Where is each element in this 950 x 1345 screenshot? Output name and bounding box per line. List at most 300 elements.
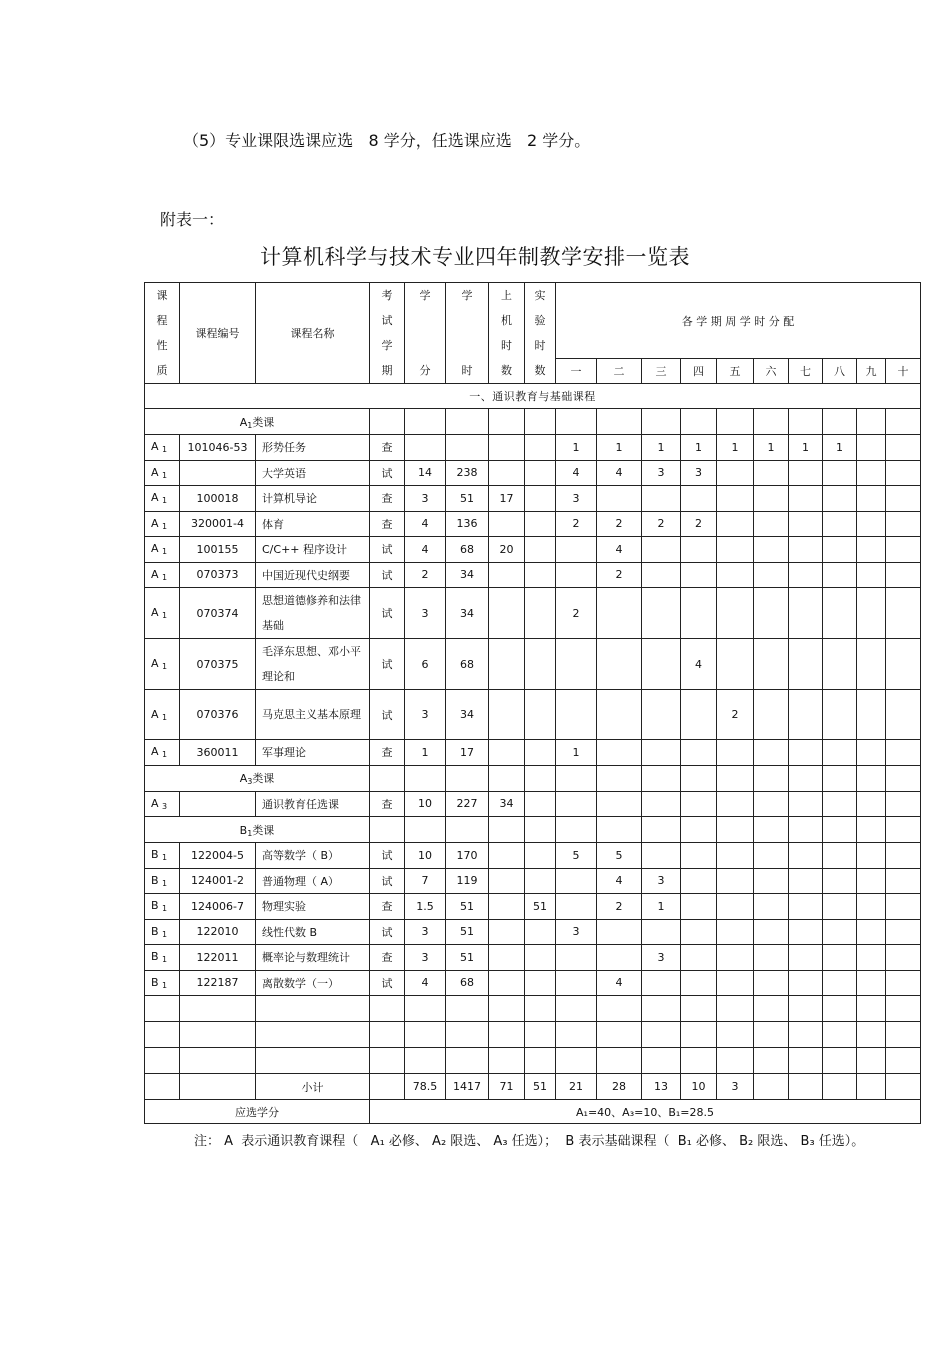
- nature-subscript: 1: [162, 470, 168, 480]
- course-nature: [145, 588, 180, 639]
- credit: 4: [405, 511, 446, 537]
- term-header: 十: [886, 359, 921, 384]
- exam-type: 试: [370, 843, 405, 869]
- group-label: [145, 817, 370, 843]
- empty-cell: [857, 1048, 886, 1074]
- hours: 68: [446, 970, 489, 996]
- machine-hours: [489, 894, 525, 920]
- term-header: 九: [857, 359, 886, 384]
- hours: 68: [446, 537, 489, 563]
- term-hours: [823, 690, 857, 740]
- empty-cell: [446, 409, 489, 435]
- empty-cell: [597, 765, 642, 791]
- lab-hours: [525, 868, 556, 894]
- term-hours: [823, 970, 857, 996]
- empty-cell: [405, 1048, 446, 1074]
- empty-cell: [489, 765, 525, 791]
- term-hours: [789, 562, 823, 588]
- term-hours: [754, 562, 789, 588]
- nature-letter: A: [151, 491, 159, 505]
- table-title: 计算机科学与技术专业四年制教学安排一览表: [260, 245, 690, 269]
- credit: 4: [405, 537, 446, 563]
- empty-cell: [370, 765, 405, 791]
- course-row: [145, 945, 921, 971]
- header-code: 课程编号: [180, 283, 256, 384]
- term-hours: [823, 919, 857, 945]
- term-hours: [886, 588, 921, 639]
- empty-cell: [789, 817, 823, 843]
- term-hours: 5: [556, 843, 597, 869]
- machine-hours: [489, 970, 525, 996]
- hours: 68: [446, 639, 489, 690]
- empty-cell: [717, 817, 754, 843]
- hours: 34: [446, 690, 489, 740]
- course-code: 070375: [180, 639, 256, 690]
- course-nature: [145, 740, 180, 766]
- exam-type: 查: [370, 486, 405, 512]
- course-code: 101046-53: [180, 435, 256, 461]
- term-hours: [886, 868, 921, 894]
- hours: 119: [446, 868, 489, 894]
- empty-cell: [446, 1048, 489, 1074]
- nature-letter: A: [151, 516, 159, 530]
- nature-subscript: 1: [162, 955, 168, 965]
- term-header: 四: [681, 359, 717, 384]
- nature-letter: B: [151, 873, 159, 887]
- term-hours: [556, 945, 597, 971]
- term-hours: [886, 460, 921, 486]
- empty-cell: [525, 817, 556, 843]
- nature-subscript: 1: [162, 712, 168, 722]
- course-row: [145, 639, 921, 690]
- header-term-distribution: 各 学 期 周 学 时 分 配: [556, 283, 921, 359]
- term-hours: [754, 868, 789, 894]
- term-hours: [597, 588, 642, 639]
- header-lab: [525, 283, 556, 384]
- empty-cell: [823, 409, 857, 435]
- nature-letter: A: [151, 542, 159, 556]
- machine-hours: 34: [489, 791, 525, 817]
- empty-cell: [717, 996, 754, 1022]
- term-hours: [789, 460, 823, 486]
- term-hours: [857, 970, 886, 996]
- term-hours: [754, 843, 789, 869]
- header-char: 数: [534, 364, 546, 377]
- term-hours: 2: [597, 894, 642, 920]
- machine-hours: [489, 435, 525, 461]
- term-hours: 4: [597, 868, 642, 894]
- machine-hours: [489, 562, 525, 588]
- header-char: 时: [501, 339, 512, 352]
- nature-subscript: 1: [162, 929, 168, 939]
- term-hours: [789, 486, 823, 512]
- course-name: 概率论与数理统计: [256, 945, 370, 971]
- course-code: 070374: [180, 588, 256, 639]
- term-hours: [857, 919, 886, 945]
- subtotal-term: 21: [556, 1074, 597, 1100]
- course-name: C/C++ 程序设计: [256, 537, 370, 563]
- nature-letter: B: [151, 924, 159, 938]
- term-hours: 3: [642, 868, 681, 894]
- nature-letter: A: [151, 657, 159, 670]
- term-hours: [597, 740, 642, 766]
- term-hours: [717, 562, 754, 588]
- empty-cell: [556, 409, 597, 435]
- term-hours: 3: [642, 945, 681, 971]
- term-hours: [717, 537, 754, 563]
- empty-cell: [597, 996, 642, 1022]
- term-hours: [597, 791, 642, 817]
- header-char: 课: [156, 289, 168, 302]
- course-nature: [145, 690, 180, 740]
- empty-cell: [405, 765, 446, 791]
- term-hours: [886, 945, 921, 971]
- empty-cell: [642, 1022, 681, 1048]
- term-hours: [754, 537, 789, 563]
- term-hours: [642, 639, 681, 690]
- empty-cell: [789, 1048, 823, 1074]
- subtotal-machine: 71: [489, 1074, 525, 1100]
- subtotal-term: 3: [717, 1074, 754, 1100]
- empty-cell: [405, 817, 446, 843]
- machine-hours: [489, 843, 525, 869]
- term-hours: [823, 588, 857, 639]
- empty-cell: [886, 409, 921, 435]
- term-hours: 1: [754, 435, 789, 461]
- group-letter: B: [239, 823, 248, 837]
- term-hours: [789, 868, 823, 894]
- nature-subscript: 1: [162, 904, 168, 914]
- term-hours: 1: [597, 435, 642, 461]
- nature-letter: A: [151, 465, 159, 479]
- exam-type: 试: [370, 690, 405, 740]
- course-name: 体育: [256, 511, 370, 537]
- nature-letter: A: [151, 707, 159, 721]
- nature-subscript: 1: [162, 572, 168, 582]
- term-hours: [717, 843, 754, 869]
- blank-row: [145, 1022, 921, 1048]
- exam-type: 试: [370, 537, 405, 563]
- term-hours: 5: [597, 843, 642, 869]
- course-nature: [145, 460, 180, 486]
- nature-letter: A: [151, 606, 159, 619]
- nature-letter: A: [151, 796, 159, 810]
- nature-letter: A: [151, 745, 159, 759]
- course-code: 124006-7: [180, 894, 256, 920]
- term-hours: [681, 894, 717, 920]
- term-hours: [754, 639, 789, 690]
- term-hours: [681, 690, 717, 740]
- exam-type: 试: [370, 562, 405, 588]
- term-hours: [681, 562, 717, 588]
- empty-cell: [446, 765, 489, 791]
- course-code: 320001-4: [180, 511, 256, 537]
- term-hours: [886, 486, 921, 512]
- empty-cell: [256, 996, 370, 1022]
- machine-hours: [489, 919, 525, 945]
- lab-hours: [525, 791, 556, 817]
- term-header: 五: [717, 359, 754, 384]
- subtotal-term: [754, 1074, 789, 1100]
- empty-cell: [754, 1022, 789, 1048]
- credit: 3: [405, 486, 446, 512]
- term-hours: [642, 791, 681, 817]
- term-hours: [823, 791, 857, 817]
- term-hours: [857, 894, 886, 920]
- course-name: 高等数学（ B）: [256, 843, 370, 869]
- lab-hours: [525, 639, 556, 690]
- term-hours: [681, 868, 717, 894]
- term-hours: [789, 970, 823, 996]
- empty-cell: [180, 1022, 256, 1048]
- exam-type: 试: [370, 868, 405, 894]
- empty-cell: [886, 765, 921, 791]
- course-row: [145, 435, 921, 461]
- term-hours: [717, 970, 754, 996]
- term-hours: [857, 690, 886, 740]
- empty-cell: [489, 409, 525, 435]
- term-hours: [754, 740, 789, 766]
- course-nature: [145, 562, 180, 588]
- term-hours: [717, 740, 754, 766]
- term-hours: 1: [556, 435, 597, 461]
- exam-type: 试: [370, 460, 405, 486]
- nature-subscript: 1: [162, 980, 168, 990]
- term-hours: [886, 843, 921, 869]
- lab-hours: [525, 486, 556, 512]
- term-hours: [681, 486, 717, 512]
- empty-cell: [525, 1022, 556, 1048]
- term-hours: [717, 460, 754, 486]
- hours: 51: [446, 945, 489, 971]
- term-hours: [823, 460, 857, 486]
- exam-type: 查: [370, 945, 405, 971]
- credit: 1: [405, 740, 446, 766]
- course-name: 毛泽东思想、邓小平理论和: [256, 639, 370, 690]
- machine-hours: [489, 690, 525, 740]
- empty-cell: [556, 817, 597, 843]
- section-title: 一、通识教育与基础课程: [145, 384, 921, 409]
- empty-cell: [370, 409, 405, 435]
- credit: 3: [405, 919, 446, 945]
- empty-cell: [754, 409, 789, 435]
- credit: 10: [405, 791, 446, 817]
- term-hours: [754, 970, 789, 996]
- empty-cell: [681, 409, 717, 435]
- nature-subscript: 1: [162, 750, 168, 760]
- term-hours: [857, 460, 886, 486]
- empty-cell: [754, 817, 789, 843]
- header-char: 学: [381, 339, 393, 352]
- term-hours: [681, 588, 717, 639]
- course-nature: [145, 970, 180, 996]
- hours: 238: [446, 460, 489, 486]
- term-hours: [857, 740, 886, 766]
- machine-hours: 20: [489, 537, 525, 563]
- lab-hours: [525, 460, 556, 486]
- term-hours: [754, 690, 789, 740]
- term-hours: [886, 894, 921, 920]
- header-char: 上: [501, 289, 512, 302]
- course-code: 122011: [180, 945, 256, 971]
- course-name: 军事理论: [256, 740, 370, 766]
- subtotal-credit: 78.5: [405, 1074, 446, 1100]
- empty-cell: [556, 996, 597, 1022]
- subtotal-hours: 1417: [446, 1074, 489, 1100]
- empty-cell: [717, 409, 754, 435]
- empty-cell: [489, 817, 525, 843]
- course-row: [145, 740, 921, 766]
- term-hours: [717, 868, 754, 894]
- term-hours: [556, 690, 597, 740]
- term-hours: 2: [556, 511, 597, 537]
- lab-hours: 51: [525, 894, 556, 920]
- exam-type: 试: [370, 919, 405, 945]
- empty-cell: [370, 1048, 405, 1074]
- machine-hours: [489, 511, 525, 537]
- empty-cell: [754, 996, 789, 1022]
- nature-letter: B: [151, 975, 159, 989]
- course-name: 大学英语: [256, 460, 370, 486]
- empty-cell: [145, 1022, 180, 1048]
- nature-subscript: 1: [162, 662, 168, 671]
- term-hours: 2: [597, 511, 642, 537]
- term-hours: [556, 970, 597, 996]
- lab-hours: [525, 945, 556, 971]
- term-hours: [717, 511, 754, 537]
- empty-cell: [857, 765, 886, 791]
- group-row: [145, 409, 921, 435]
- subtotal-lab: 51: [525, 1074, 556, 1100]
- nature-subscript: 1: [162, 878, 168, 888]
- empty-cell: [717, 1048, 754, 1074]
- course-name: 计算机导论: [256, 486, 370, 512]
- term-hours: [642, 588, 681, 639]
- term-hours: [886, 639, 921, 690]
- empty-cell: [823, 765, 857, 791]
- empty-cell: [886, 1048, 921, 1074]
- course-code: 122004-5: [180, 843, 256, 869]
- credit: [405, 435, 446, 461]
- empty-cell: [886, 996, 921, 1022]
- term-hours: [857, 537, 886, 563]
- term-hours: 4: [556, 460, 597, 486]
- course-code: 122010: [180, 919, 256, 945]
- term-hours: 1: [789, 435, 823, 461]
- header-char: 质: [156, 364, 168, 377]
- header-char: 性: [156, 339, 168, 352]
- empty-cell: [789, 409, 823, 435]
- course-nature: [145, 486, 180, 512]
- term-hours: [823, 486, 857, 512]
- term-hours: [886, 511, 921, 537]
- term-hours: [789, 919, 823, 945]
- term-header: 八: [823, 359, 857, 384]
- term-header: 二: [597, 359, 642, 384]
- term-hours: [597, 945, 642, 971]
- exam-type: 试: [370, 639, 405, 690]
- empty-cell: [642, 409, 681, 435]
- exam-type: 查: [370, 511, 405, 537]
- subtotal-term: [857, 1074, 886, 1100]
- course-code: 360011: [180, 740, 256, 766]
- hours: [446, 435, 489, 461]
- course-nature: [145, 894, 180, 920]
- group-letter: A: [239, 415, 248, 429]
- term-hours: 2: [717, 690, 754, 740]
- empty-cell: [754, 1048, 789, 1074]
- course-row: [145, 588, 921, 639]
- empty-cell: [597, 817, 642, 843]
- term-hours: [754, 486, 789, 512]
- term-hours: [789, 740, 823, 766]
- credit: 3: [405, 588, 446, 639]
- course-row: [145, 919, 921, 945]
- subtotal-term: [823, 1074, 857, 1100]
- empty-cell: [145, 996, 180, 1022]
- term-hours: [886, 791, 921, 817]
- blank-row: [145, 996, 921, 1022]
- empty-cell: [681, 817, 717, 843]
- term-hours: [642, 740, 681, 766]
- term-hours: [642, 486, 681, 512]
- nature-subscript: 1: [162, 547, 168, 557]
- term-header: 七: [789, 359, 823, 384]
- course-name: 线性代数 B: [256, 919, 370, 945]
- empty-cell: [180, 996, 256, 1022]
- credit: 6: [405, 639, 446, 690]
- term-hours: [754, 588, 789, 639]
- course-row: [145, 562, 921, 588]
- term-hours: [642, 919, 681, 945]
- empty-cell: [886, 1022, 921, 1048]
- term-hours: [789, 894, 823, 920]
- empty-cell: [405, 996, 446, 1022]
- term-hours: [556, 791, 597, 817]
- term-hours: 1: [556, 740, 597, 766]
- subtotal-term: [886, 1074, 921, 1100]
- header-char: 时: [534, 339, 546, 352]
- empty-cell: [823, 1048, 857, 1074]
- course-code: 070376: [180, 690, 256, 740]
- empty-cell: [256, 1048, 370, 1074]
- credit: 14: [405, 460, 446, 486]
- empty-cell: [405, 409, 446, 435]
- term-hours: 2: [681, 511, 717, 537]
- empty-cell: [180, 1074, 256, 1100]
- hours: 170: [446, 843, 489, 869]
- term-hours: [717, 919, 754, 945]
- empty-cell: [446, 1022, 489, 1048]
- group-subscript: 1: [247, 828, 253, 838]
- header-exam: [370, 283, 405, 384]
- group-row: [145, 765, 921, 791]
- course-code: [180, 791, 256, 817]
- term-hours: 1: [823, 435, 857, 461]
- term-hours: [823, 894, 857, 920]
- empty-cell: [597, 1048, 642, 1074]
- term-header: 三: [642, 359, 681, 384]
- term-hours: 4: [597, 970, 642, 996]
- empty-cell: [525, 1048, 556, 1074]
- term-hours: [789, 843, 823, 869]
- term-hours: [754, 460, 789, 486]
- course-row: [145, 690, 921, 740]
- group-label: [145, 409, 370, 435]
- credit: 7: [405, 868, 446, 894]
- empty-cell: [681, 996, 717, 1022]
- hours: 136: [446, 511, 489, 537]
